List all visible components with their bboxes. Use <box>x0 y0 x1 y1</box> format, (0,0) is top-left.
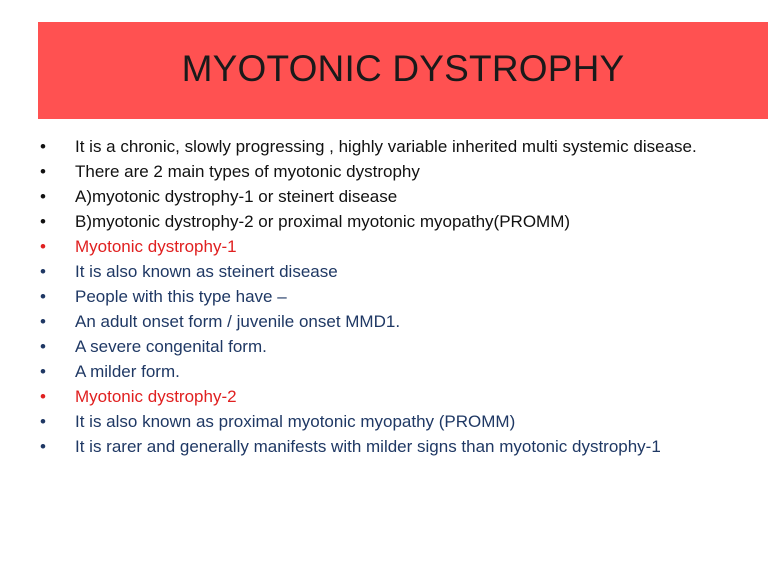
bullet-item <box>38 288 738 306</box>
bullet-icon: • <box>40 362 46 381</box>
bullet-text: People with this type have – <box>75 287 287 306</box>
bullet-item <box>38 138 738 156</box>
bullet-icon: • <box>40 137 46 156</box>
bullet-text: It is rarer and generally manifests with milder signs than myotonic dystrophy-1 <box>75 437 661 456</box>
bullet-item <box>38 238 738 256</box>
bullet-icon: • <box>40 212 46 231</box>
bullet-item <box>38 338 738 356</box>
bullet-item <box>38 413 738 431</box>
bullet-text: It is also known as steinert disease <box>75 262 338 281</box>
bullet-list <box>38 138 738 463</box>
bullet-icon: • <box>40 237 46 256</box>
bullet-item <box>38 188 738 206</box>
bullet-icon: • <box>40 312 46 331</box>
bullet-item <box>38 363 738 381</box>
bullet-item <box>38 213 738 231</box>
bullet-text: Myotonic dystrophy-1 <box>75 237 237 256</box>
bullet-icon: • <box>40 412 46 431</box>
bullet-item <box>38 263 738 281</box>
bullet-text: An adult onset form / juvenile onset MMD1. <box>75 312 401 331</box>
bullet-item <box>38 163 738 181</box>
bullet-icon: • <box>40 387 46 406</box>
bullet-item <box>38 388 738 406</box>
bullet-text: There are 2 main types of myotonic dystrophy <box>75 162 420 181</box>
bullet-icon: • <box>40 437 46 456</box>
bullet-text: It is also known as proximal myotonic myopathy (PROMM) <box>75 412 516 431</box>
bullet-text: B)myotonic dystrophy-2 or proximal myotonic myopathy(PROMM) <box>75 212 571 231</box>
title-banner <box>38 22 768 119</box>
bullet-text: A)myotonic dystrophy-1 or steinert disease <box>75 187 398 206</box>
bullet-text: It is a chronic, slowly progressing , highly variable inherited multi systemic disease. <box>75 137 697 156</box>
bullet-icon: • <box>40 262 46 281</box>
bullet-icon: • <box>40 287 46 306</box>
bullet-item <box>38 313 738 331</box>
bullet-icon: • <box>40 337 46 356</box>
bullet-icon: • <box>40 162 46 181</box>
bullet-icon: • <box>40 187 46 206</box>
bullet-item <box>38 438 738 456</box>
bullet-text: Myotonic dystrophy-2 <box>75 387 237 406</box>
slide-title: MYOTONIC DYSTROPHY <box>181 47 625 89</box>
bullet-text: A milder form. <box>75 362 180 381</box>
bullet-text: A severe congenital form. <box>75 337 267 356</box>
